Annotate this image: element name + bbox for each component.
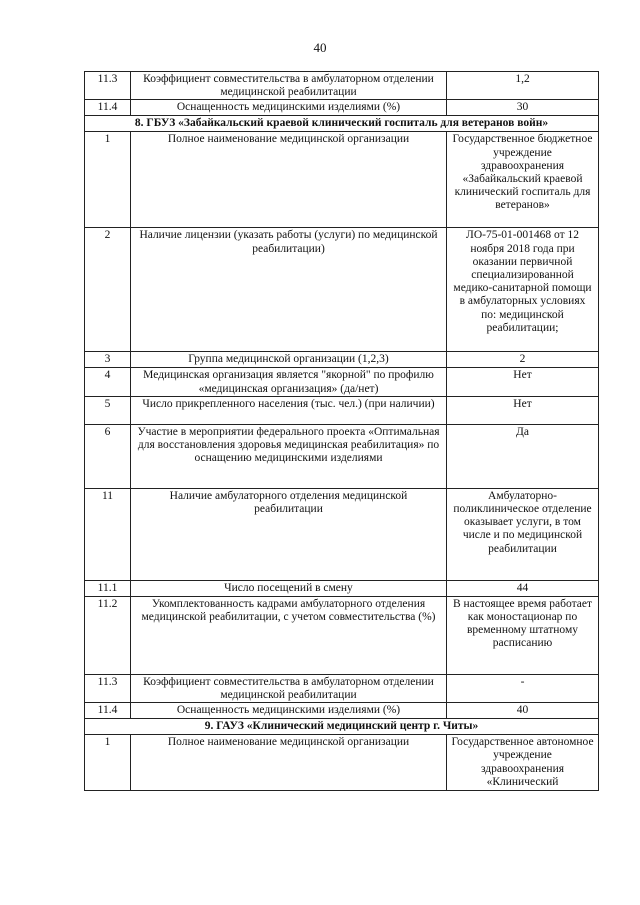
indicator-name-cell: Число прикрепленного населения (тыс. чел.) (при наличии) xyxy=(131,396,447,424)
section-header-row xyxy=(85,116,599,132)
table-row xyxy=(85,580,599,596)
table-row xyxy=(85,228,599,352)
section-title: 9. ГАУЗ «Клинический медицинский центр г. Читы» xyxy=(85,719,599,735)
table-row xyxy=(85,368,599,396)
table-row xyxy=(85,735,599,791)
indicator-name-cell: Участие в мероприятии федерального проекта «Оптимальная для восстановления здоровья медицинская реабилитация» по оснащению медицинскими изделиями xyxy=(131,424,447,488)
section-header-row xyxy=(85,719,599,735)
indicator-value-cell: Государственное автономное учреждение здравоохранения «Клинический xyxy=(447,735,599,791)
indicator-name-cell: Группа медицинской организации (1,2,3) xyxy=(131,352,447,368)
indicator-value-cell: В настоящее время работает как моностационар по временному штатному расписанию xyxy=(447,596,599,674)
row-number-cell: 4 xyxy=(85,368,131,396)
indicator-value-cell: 1,2 xyxy=(447,72,599,100)
indicator-value-cell: 2 xyxy=(447,352,599,368)
row-number-cell: 11.4 xyxy=(85,703,131,719)
indicator-name-cell: Укомплектованность кадрами амбулаторного отделения медицинской реабилитации, с учетом совместительства (%) xyxy=(131,596,447,674)
indicator-name-cell: Коэффициент совместительства в амбулаторном отделении медицинской реабилитации xyxy=(131,72,447,100)
indicator-name-cell: Наличие лицензии (указать работы (услуги) по медицинской реабилитации) xyxy=(131,228,447,352)
table-row xyxy=(85,674,599,702)
indicator-value-cell: Да xyxy=(447,424,599,488)
row-number-cell: 11.1 xyxy=(85,580,131,596)
row-number-cell: 2 xyxy=(85,228,131,352)
row-number-cell: 11 xyxy=(85,488,131,580)
page-number: 40 xyxy=(313,40,327,55)
table-row xyxy=(85,72,599,100)
table-row xyxy=(85,352,599,368)
indicator-value-cell: 44 xyxy=(447,580,599,596)
indicator-name-cell: Наличие амбулаторного отделения медицинской реабилитации xyxy=(131,488,447,580)
section-title: 8. ГБУЗ «Забайкальский краевой клинический госпиталь для ветеранов войн» xyxy=(85,116,599,132)
indicator-value-cell: Нет xyxy=(447,396,599,424)
indicator-name-cell: Полное наименование медицинской организации xyxy=(131,132,447,228)
indicator-name-cell: Оснащенность медицинскими изделиями (%) xyxy=(131,100,447,116)
indicator-name-cell: Число посещений в смену xyxy=(131,580,447,596)
indicator-value-cell: Амбулаторно-поликлиническое отделение оказывает услуги, в том числе и по медицинской реабилитации xyxy=(447,488,599,580)
indicator-value-cell: Нет xyxy=(447,368,599,396)
row-number-cell: 6 xyxy=(85,424,131,488)
indicator-name-cell: Коэффициент совместительства в амбулаторном отделении медицинской реабилитации xyxy=(131,674,447,702)
table-row xyxy=(85,596,599,674)
indicator-name-cell: Полное наименование медицинской организации xyxy=(131,735,447,791)
table-row xyxy=(85,100,599,116)
row-number-cell: 11.3 xyxy=(85,72,131,100)
indicator-value-cell: 40 xyxy=(447,703,599,719)
table-row xyxy=(85,396,599,424)
table-row xyxy=(85,703,599,719)
indicator-value-cell: Государственное бюджетное учреждение здравоохранения «Забайкальский краевой клинический госпиталь для ветеранов» xyxy=(447,132,599,228)
row-number-cell: 5 xyxy=(85,396,131,424)
row-number-cell: 3 xyxy=(85,352,131,368)
row-number-cell: 1 xyxy=(85,735,131,791)
table-row xyxy=(85,132,599,228)
table-row xyxy=(85,488,599,580)
indicator-value-cell: - xyxy=(447,674,599,702)
indicator-value-cell: 30 xyxy=(447,100,599,116)
rehabilitation-info-table xyxy=(84,71,599,791)
row-number-cell: 11.4 xyxy=(85,100,131,116)
indicator-name-cell: Оснащенность медицинскими изделиями (%) xyxy=(131,703,447,719)
row-number-cell: 11.2 xyxy=(85,596,131,674)
indicator-value-cell: ЛО-75-01-001468 от 12 ноября 2018 года при оказании первичной специализированной медико-санитарной помощи в амбулаторных условиях по: медицинской реабилитации; xyxy=(447,228,599,352)
row-number-cell: 1 xyxy=(85,132,131,228)
indicator-name-cell: Медицинская организация является "якорной" по профилю «медицинская организация» (да/нет) xyxy=(131,368,447,396)
table-row xyxy=(85,424,599,488)
row-number-cell: 11.3 xyxy=(85,674,131,702)
